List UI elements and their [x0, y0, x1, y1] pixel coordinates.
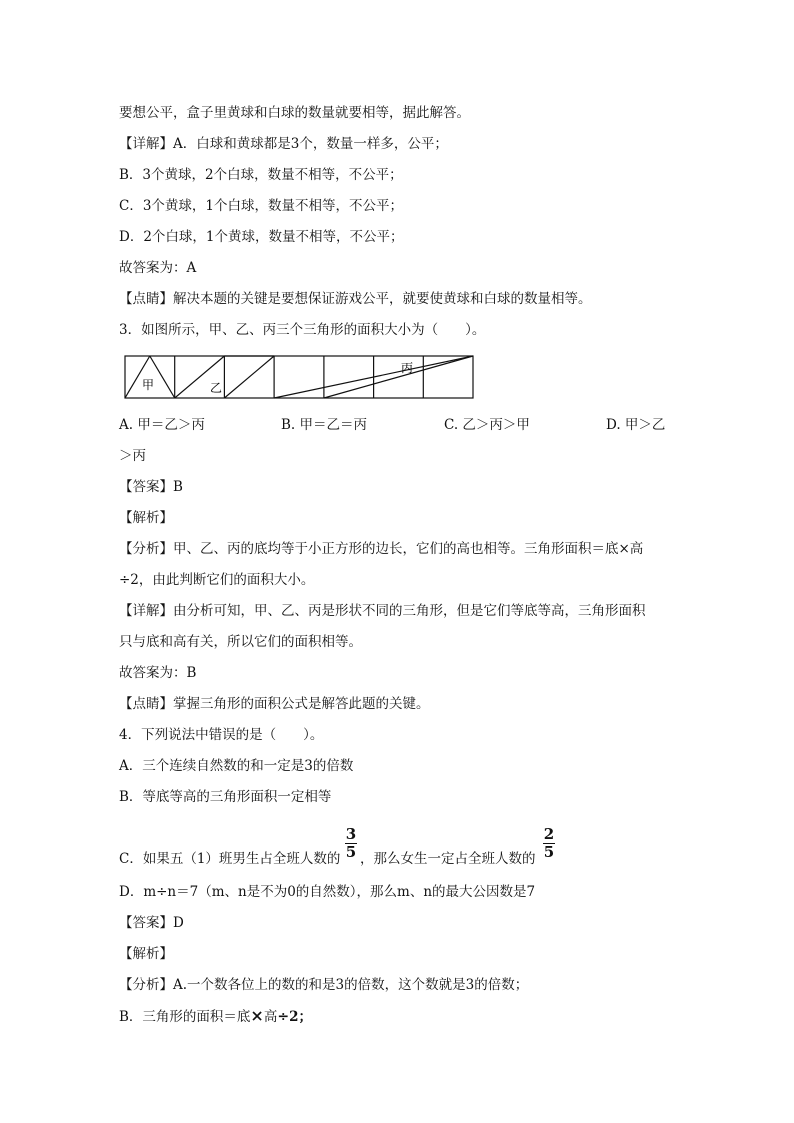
text-line: 【详解】由分析可知，甲、乙、丙是形状不同的三角形，但是它们等底等高，三角形面积	[119, 603, 646, 619]
text-line: 【分析】甲、乙、丙的底均等于小正方形的边长，它们的高也相等。三角形面积＝底×高	[119, 541, 644, 557]
q3-answer: 【答案】B	[119, 479, 183, 495]
text-line: B．3个黄球，2个白球，数量不相等，不公平；	[119, 167, 403, 183]
text-line: 要想公平，盒子里黄球和白球的数量就要相等，据此解答。	[119, 105, 470, 121]
text-line: 【点睛】解决本题的关键是要想保证游戏公平，就要使黄球和白球的数量相等。	[119, 291, 592, 307]
formula-text: 高	[263, 1009, 278, 1025]
q3-option-c: C. 乙＞丙＞甲	[444, 417, 530, 433]
text-line: 【分析】A.一个数各位上的数的和是3的倍数，这个数就是3的倍数；	[119, 977, 529, 993]
text-line: C．3个黄球，1个白球，数量不相等，不公平；	[119, 198, 404, 214]
q4-option-b: B．等底等高的三角形面积一定相等	[119, 789, 332, 805]
q3-option-b: B. 甲＝乙＝丙	[281, 417, 368, 433]
text-line: D．2个白球，1个黄球，数量不相等，不公平；	[119, 229, 404, 245]
q4-option-a: A．三个连续自然数的和一定是3的倍数	[119, 758, 354, 774]
label-jia: 甲	[142, 378, 155, 392]
text-line: 【点睛】掌握三角形的面积公式是解答此题的关键。	[119, 696, 430, 712]
fraction-three-fifths	[344, 826, 358, 861]
formula-text: B．三角形的面积＝底	[119, 1009, 251, 1025]
q4-option-c-part1: C．如果五（1）班男生占全班人数的	[119, 851, 341, 867]
q3-option-a: A. 甲＝乙＞丙	[119, 417, 205, 433]
fraction-two-fifths	[542, 826, 556, 861]
q4-formula-line	[119, 1006, 312, 1027]
fraction-denominator: 5	[543, 843, 555, 861]
formula-text: 2；	[289, 1009, 312, 1025]
fraction-numerator: 3	[345, 825, 357, 843]
q3-analysis-heading: 【解析】	[119, 510, 173, 526]
text-line: 故答案为：A	[119, 260, 197, 276]
question-3-stem: 3．如图所示，甲、乙、丙三个三角形的面积大小为（ ）。	[119, 322, 486, 338]
fraction-denominator: 5	[345, 843, 357, 861]
q4-option-c-part2: ，那么女生一定占全班人数的	[360, 851, 536, 867]
text-line: ÷2，由此判断它们的面积大小。	[119, 572, 315, 588]
q3-option-d-continued: ＞丙	[119, 448, 146, 464]
label-yi: 乙	[210, 381, 223, 395]
q4-option-d: D．m÷n＝7（m、n是不为0的自然数），那么m、n的最大公因数是7	[119, 884, 536, 900]
q4-analysis-heading: 【解析】	[119, 946, 173, 962]
question-4-stem: 4．下列说法中错误的是（ ）。	[119, 727, 324, 743]
q3-option-d: D. 甲＞乙	[606, 417, 666, 433]
text-line: 故答案为：B	[119, 665, 197, 681]
q4-answer: 【答案】D	[119, 915, 184, 931]
triangle-figure	[124, 355, 476, 401]
text-line: 【详解】A．白球和黄球都是3个，数量一样多，公平；	[119, 136, 448, 152]
times-symbol: ×	[250, 1006, 264, 1025]
text-line: 只与底和高有关，所以它们的面积相等。	[119, 634, 362, 650]
divide-symbol: ÷	[277, 1009, 290, 1025]
label-bing: 丙	[401, 361, 414, 375]
fraction-numerator: 2	[543, 825, 555, 843]
